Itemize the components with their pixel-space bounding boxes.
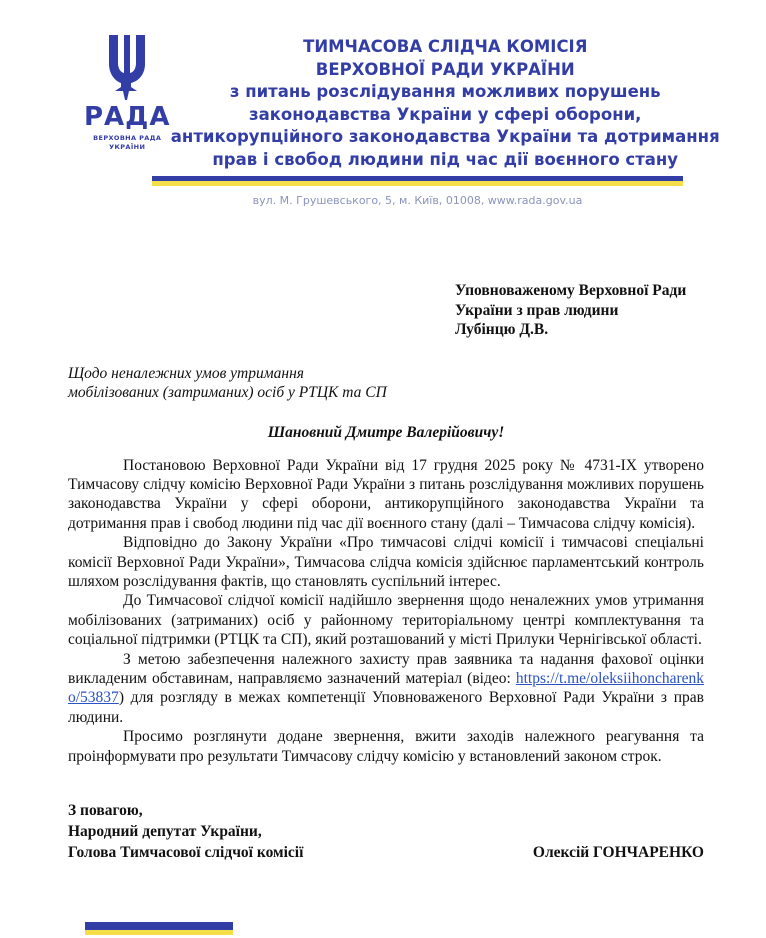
title-line-3: з питань розслідування можливих порушень	[229, 82, 661, 101]
rada-logo	[84, 34, 170, 153]
subject-block	[68, 364, 766, 403]
signature-block	[68, 800, 704, 863]
footer-flag-mark	[85, 922, 233, 935]
signature-title-2: Голова Тимчасової слідчої комісії	[68, 844, 304, 861]
title-line-4: законодавства України у сфері оборони,	[249, 104, 642, 124]
signature-closing: З повагою,	[68, 802, 143, 819]
paragraph-4	[68, 650, 704, 728]
recipient-line-1: Уповноваженому Верховної Ради	[455, 282, 687, 299]
commission-title	[170, 34, 720, 171]
subject-line-2: мобілізованих (затриманих) осіб у РТЦК та СП	[68, 384, 387, 401]
footer-blue-bar	[85, 922, 233, 930]
subject-line-1: Щодо неналежних умов утримання	[68, 364, 304, 382]
logo-caption	[84, 134, 170, 153]
recipient-block	[455, 281, 766, 340]
salutation: Шановний Дмитре Валерійовичу!	[267, 423, 505, 441]
paragraph-4-before-link: З метою забезпечення належного захисту прав заявника та надання фахової оцінки викладеним обставинам, направляємо зазначений матеріал (відео:	[68, 650, 704, 687]
paragraph-3: До Тимчасової слідчої комісії надійшло звернення щодо неналежних умов утримання мобілізованих (затриманих) осіб у районному територіальному центрі комплектування та соціальної підтримки (РТЦК та СП), який розташований у місті Прилуки Чернігівської області.	[68, 592, 704, 649]
address-line: вул. М. Грушевського, 5, м. Київ, 01008, www.rada.gov.ua	[252, 194, 583, 207]
letterhead	[0, 0, 766, 171]
signature-name: Олексій ГОНЧАРЕНКО	[532, 844, 704, 861]
paragraph-4-after-link: ) для розгляду в межах компетенції Уповноваженого Верховної Ради України з прав людини.	[68, 689, 704, 726]
paragraph-5: Просимо розглянути додане звернення, вжити заходів належного реагування та проінформувати про результати Тимчасову слідчу комісію у встановлений законом строк.	[68, 728, 704, 765]
divider-yellow-bar	[152, 181, 683, 186]
title-line-5: антикорупційного законодавства України та дотримання	[170, 127, 720, 146]
recipient-line-2: України з прав людини	[455, 301, 619, 319]
telegram-video-link[interactable]: https://t.me/oleksiihoncharenko/53837	[68, 669, 704, 707]
paragraph-2: Відповідно до Закону України «Про тимчасові слідчі комісії і тимчасові спеціальні комісії Верховної Ради України», Тимчасова слідча комісія здійснює парламентський контроль шляхом розслідування фактів, що становлять суспільний інтерес.	[68, 534, 704, 590]
letter-body	[68, 456, 704, 767]
signature-title-1: Народний депутат України,	[68, 823, 262, 840]
logo-wordmark: РАДА	[84, 102, 171, 132]
title-line-2: ВЕРХОВНОЇ РАДИ УКРАЇНИ	[315, 59, 575, 79]
title-line-1: ТИМЧАСОВА СЛІДЧА КОМІСІЯ	[303, 37, 588, 56]
paragraph-1: Постановою Верховної Ради України від 17 грудня 2025 року № 4731-IX утворено Тимчасову слідчу комісію Верховної Ради України з питань розслідування можливих порушень законодавства України у сфері оборони, антикорупційного законодавства України та дотримання прав і свобод людини під час дії воєнного стану (далі – Тимчасова слідчу комісія).	[68, 456, 704, 532]
logo-caption-line2: УКРАЇНИ	[109, 143, 146, 152]
flag-divider	[152, 176, 683, 186]
logo-caption-line1: ВЕРХОВНА РАДА	[93, 134, 162, 142]
footer-yellow-bar	[85, 930, 233, 935]
title-line-6: прав і свобод людини під час дії воєнного стану	[212, 149, 679, 169]
recipient-line-3: Лубінцю Д.В.	[455, 321, 549, 338]
tryzub-trident-icon	[104, 34, 150, 101]
